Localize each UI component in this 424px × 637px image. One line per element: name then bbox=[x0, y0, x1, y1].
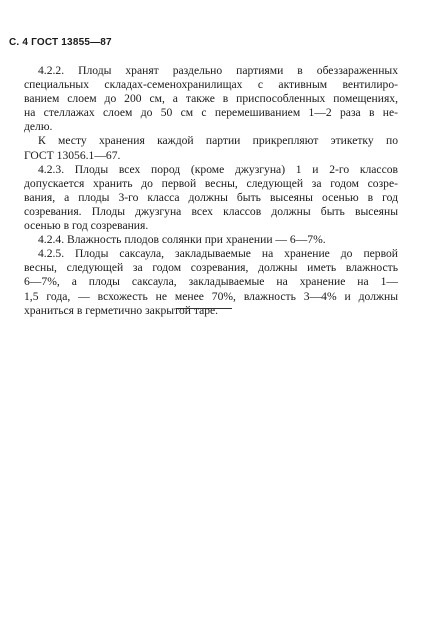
text-line: делю. bbox=[24, 120, 53, 134]
text-line: 1,5 года, — всхожесть не менее 70%, влажность 3—4% и должны bbox=[24, 289, 398, 303]
text-line: 6—7%, а плоды саксаула, закладываемые на хранение на 1— bbox=[24, 275, 398, 289]
text-line: 4.2.2. Плоды хранят раздельно партиями в обеззараженных bbox=[38, 64, 398, 77]
paragraph-4-2-4 bbox=[24, 233, 398, 247]
document-body bbox=[24, 64, 398, 318]
text-line: вания, а плоды 3-го класса должны быть высеяны осенью в год bbox=[24, 190, 398, 204]
text-line: храниться в герметично закрытой таре. bbox=[24, 303, 219, 317]
text-line: К месту хранения каждой партии прикрепляют этикетку по bbox=[38, 134, 398, 148]
text-line: осенью в год созревания. bbox=[24, 219, 149, 233]
text-line: ГОСТ 13056.1—67. bbox=[24, 148, 121, 162]
text-line: 4.2.4. Влажность плодов солянки при хранении — 6—7%. bbox=[38, 233, 326, 247]
text-line: специальных складах-семенохранилищах с активным вентилиро- bbox=[24, 78, 398, 92]
text-line: 4.2.3. Плоды всех пород (кроме джузгуна) 1 и 2-го классов bbox=[38, 162, 398, 176]
text-line: весны, следующей за годом созревания, должны иметь влажность bbox=[24, 261, 398, 275]
text-line: созревания. Плоды джузгуна всех классов должны быть высеяны bbox=[24, 204, 398, 218]
paragraph-4-2-3 bbox=[24, 163, 398, 233]
text-line: 4.2.5. Плоды саксаула, закладываемые на хранение до первой bbox=[38, 247, 398, 261]
paragraph-label bbox=[24, 134, 398, 162]
text-line: допускается хранить до первой весны, следующей за годом созре- bbox=[24, 176, 398, 190]
page-header: С. 4 ГОСТ 13855—87 bbox=[9, 37, 112, 48]
text-line: на стеллажах слоем до 50 см с перемешиванием 1—2 раза в не- bbox=[24, 106, 398, 120]
section-end-divider bbox=[176, 308, 232, 309]
text-line: ванием слоем до 200 см, а также в приспособленных помещениях, bbox=[24, 92, 398, 106]
paragraph-4-2-2 bbox=[24, 64, 398, 134]
